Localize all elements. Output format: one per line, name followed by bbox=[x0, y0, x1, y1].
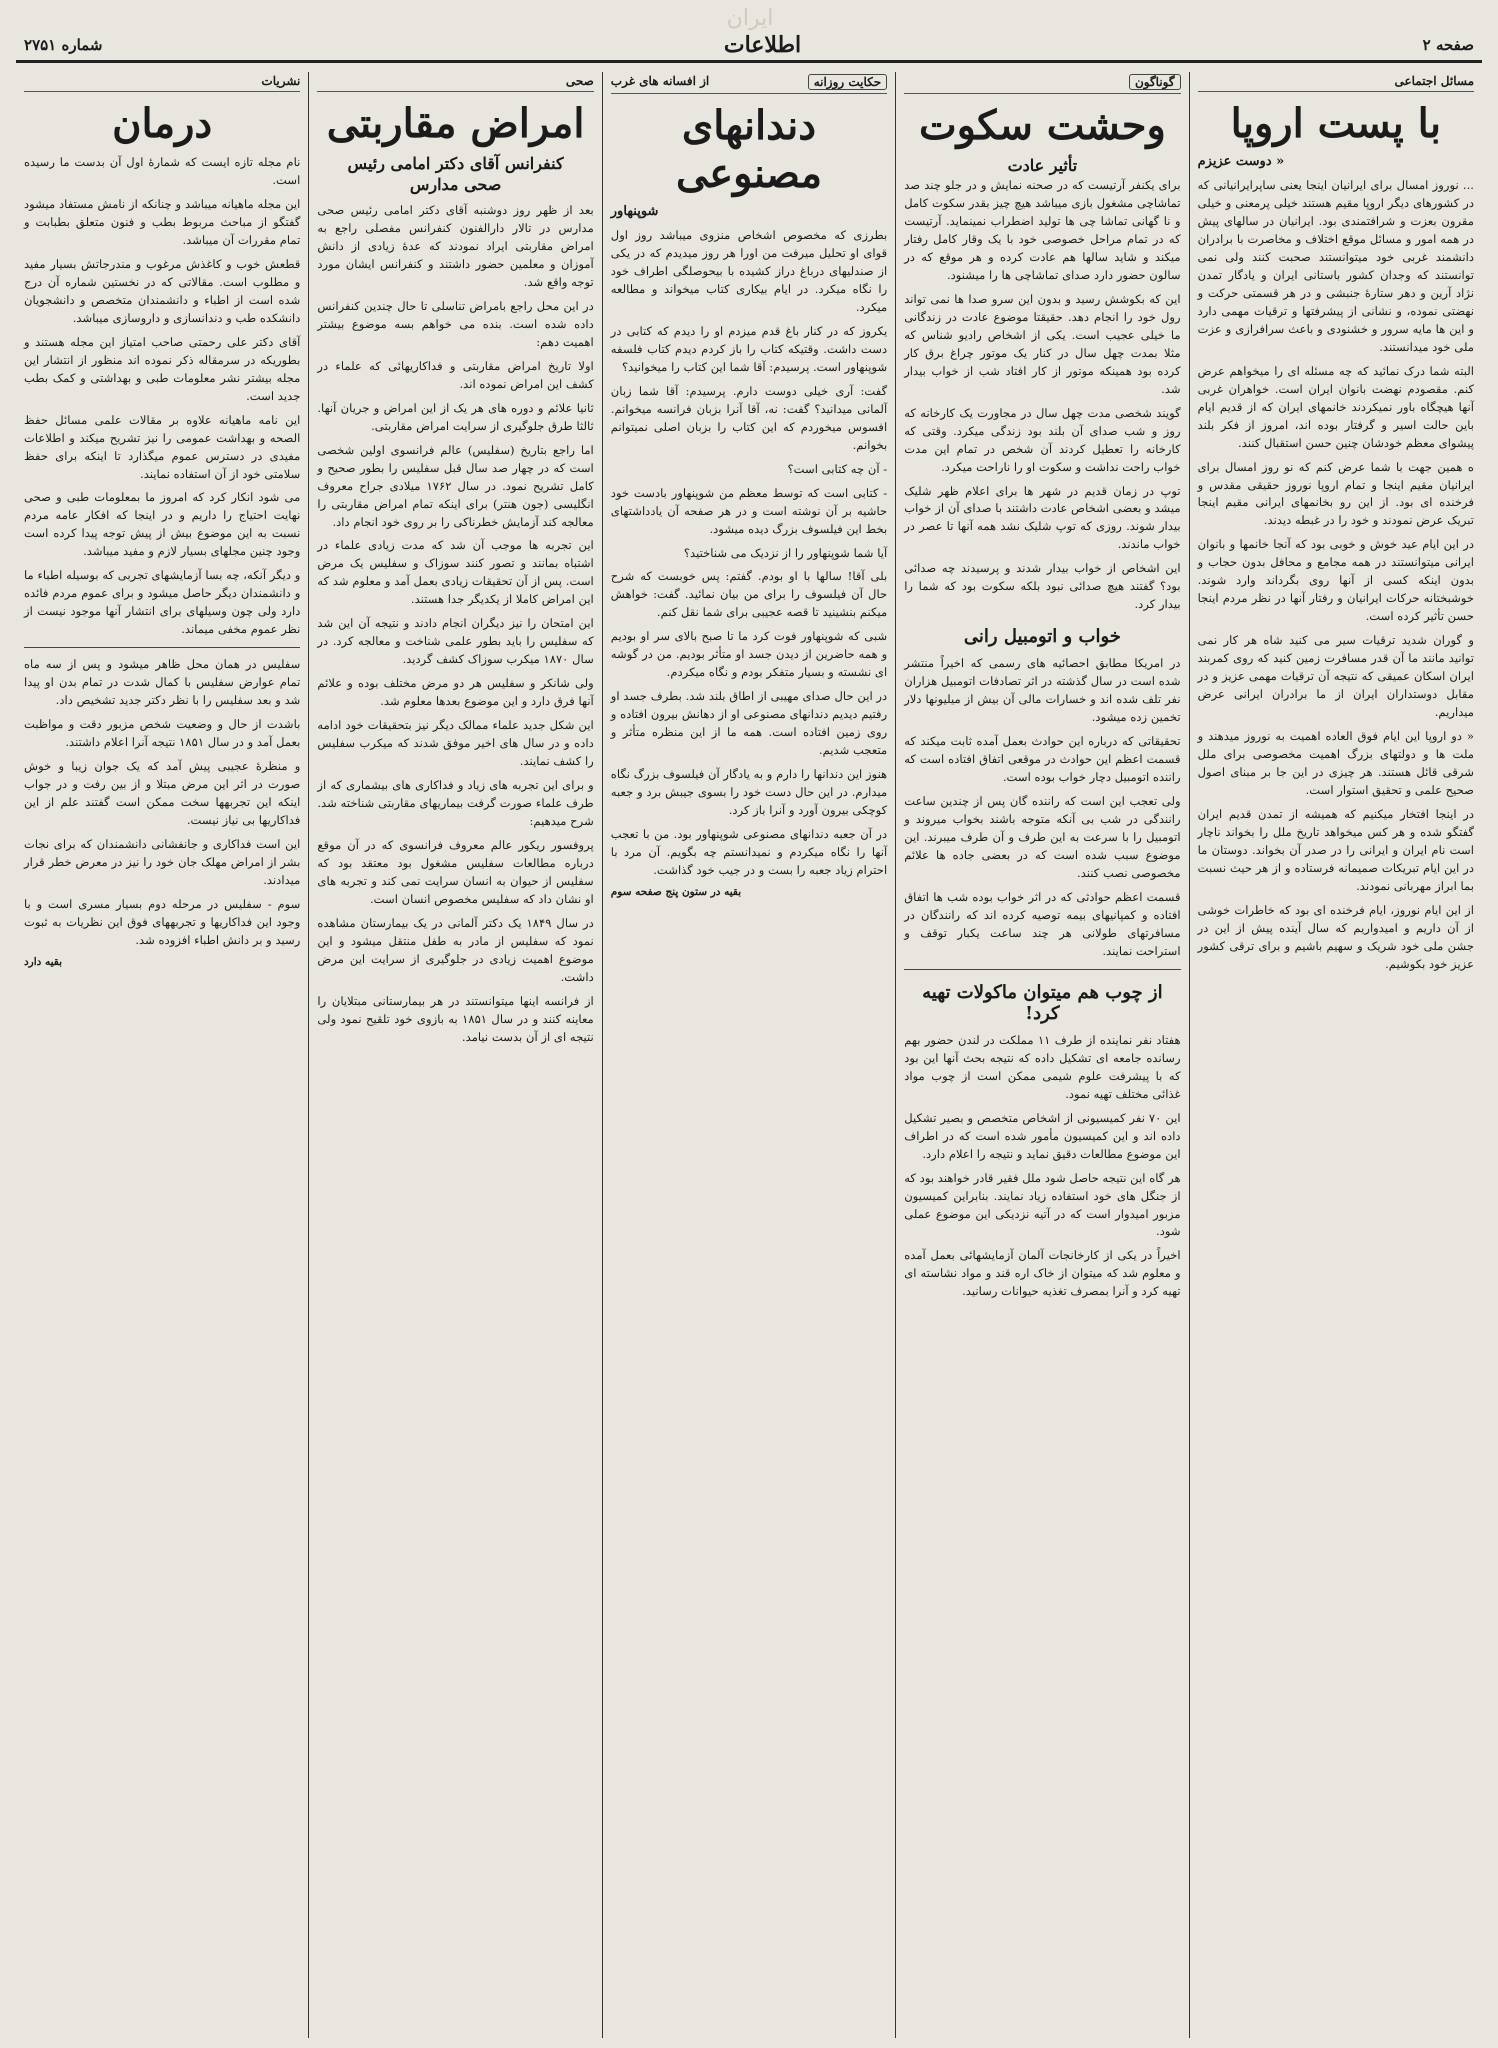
paragraph: اما راجع بتاریخ (سفلیس) عالم فرانسوی اولین شخصی است که در چهار صد سال قبل سفلیس را بطور صحیح و کامل تشریح نمود. در سال ۱۷۶۲ میلادی جراح معروف انگلیسی (جون هنتر) برای اینکه تمام امراض مقاربتی را معالجه کند آزمایش خطرناکی را بر روی خود انجام داد. bbox=[317, 442, 594, 529]
paper-name: اطلاعات bbox=[723, 32, 802, 58]
paragraph: و منظرهٔ عجیبی پیش آمد که یک جوان زیبا و خوش صورت در اثر این مرض مبتلا و از بین رفت و در جواب اینکه این تجربهها سخت ممکن است گفتند علم از این فداکاریها بی نیاز نیست. bbox=[23, 759, 301, 827]
paragraph: از این ایام نوروز، ایام فرخنده ای بود که خاطرات خوشی از آن داریم و امیدواریم که سال آینده پیش از این در جشن ملی خود شریک و سهیم باشیم و برای ترقی کشور عزیز خود بکوشیم. bbox=[1197, 902, 1474, 971]
paragraph: توپ در زمان قدیم در شهر ها برای اعلام ظهر شلیک میشد و بعضی اشخاص عادت داشتند با صدای آن از خواب بیدار شوند. روزی که توپ شلیک نشد همه آنها تا عصر در خواب ماندند. bbox=[904, 483, 1181, 552]
paragraph: این امتحان را نیز دیگران انجام دادند و نتیجه آن این شد که سفلیس را باید بطور علمی شناخت و معالجه کرد. در سال ۱۸۷۰ میکرب سوزاک کشف گردید. bbox=[317, 616, 594, 667]
continuation-note: بقیه در ستون پنج صفحه سوم bbox=[610, 885, 742, 898]
paragraph: در این ایام عید خوش و خوبی بود که آنجا خانمها و بانوان ایرانی میتوانستند در همه مجامع و محافل بدون حجاب و بدون اینکه کسی از آنها روی بگرداند وارد شوند. خوشبختانه حرکات ایرانیان و رفتار آنها در نظر مردم اینجا حسن تأثیر کرده است. bbox=[1197, 537, 1474, 624]
article-headline: درمان bbox=[112, 100, 213, 147]
paragraph: اولا تاریخ امراض مقاربتی و فداکاریهائی که علماء در کشف این امراض نموده اند. bbox=[317, 358, 594, 391]
column-fear-of-silence bbox=[895, 72, 1188, 2038]
paragraph: برای یکنفر آرتیست که در صحنه نمایش و در جلو چند صد تماشاچی مشغول بازی میباشد هیچ چیز بقدر سکوت کامل و نا گهانی تماشا چی ها تولید اضطراب نمینماید. آرتیست که در تمام مراحل خصوصی خود با یک وقار کامل رفتار میکند و شاید سالها هم عادت کرده و هر موقع که در سالون حضور دارد صدای تماشاچی ها را میشنود. bbox=[904, 178, 1181, 282]
paragraph: البته شما درک نمائید که چه مسئله ای را میخواهم عرض کنم. مقصودم نهضت بانوان ایران است. خواهران غربی آنها هیچگاه باور نمیکردند خانمهای ایران که از قدیم ایام باین حالت اسیر و گرفتار بوده اند، امروز از فکر بلند پیشوای معظم خودشان چنین حسن استقبال کنند. bbox=[1197, 363, 1474, 450]
article-body bbox=[24, 154, 300, 950]
rubric-label: گوناگون bbox=[1129, 74, 1181, 90]
paragraph: اخیراً در یکی از کارخانجات آلمان آزمایشهائی بعمل آمده و معلوم شد که میتوان از خاک اره قند و مواد نشاسته ای تهیه کرد و آنرا بمصرف تغذیه حیوانات رسانید. bbox=[904, 1248, 1181, 1299]
paragraph: قطعش خوب و کاغذش مرغوب و مندرجاتش بسیار مفید و مطلوب است. مقالاتی که در نخستین شماره آن درج شده است از اطباء و دانشمندان متخصص و دانشجویان دانشکده طب و دندانسازی و داروسازی میباشد. bbox=[23, 256, 301, 325]
paragraph: در اینجا افتخار میکنیم که همیشه از تمدن قدیم ایران گفتگو شده و هر کس میخواهد تاریخ ملل را بخواند ناچار است نام ایران و ایرانی را در صدر آن بخواند. دوستان ما در این ایام تبریکات صمیمانه فرستاده و از هر حیث نسبت بما ابراز مهربانی نمودند. bbox=[1197, 806, 1474, 893]
column-europe-post bbox=[1189, 72, 1482, 2038]
rubric bbox=[1198, 72, 1474, 92]
paragraph: ه همین جهت با شما عرض کنم که نو روز امسال برای ایرانیان مقیم اینجا و تمام اروپا نوروز حقیقی مقدس و فرخنده ای بود. از این رو بخانمهای ایرانی مقیم اینجا تبریک عرض نمودند و خود را در غبطه دیدند. bbox=[1197, 459, 1474, 528]
paragraph: آقای دکتر علی رحمتی صاحب امتیاز این مجله هستند و بطوریکه در سرمقاله ذکر نموده اند منظور از انتشار این مجله بیشتر نشر معلومات طبی و بهداشتی و کمک بطب جدید است. bbox=[23, 334, 301, 403]
paragraph: ولی تعجب این است که راننده گان پس از چندین ساعت رانندگی در شب بی آنکه متوجه باشند بخواب میروند و اتومبیل را با سرعت به این طرف و آن طرف میبرند. این موضوع سبب شده است که در بعضی جاده ها علائم مخصوصی نصب کنند. bbox=[904, 794, 1181, 880]
paragraph: این است فداکاری و جانفشانی دانشمندان که برای نجات بشر از امراض مهلک جان خود را نیز در معرض خطر قرار میدادند. bbox=[23, 836, 301, 887]
paragraph: این ۷۰ نفر کمیسیونی از اشخاص متخصص و بصیر تشکیل داده اند و این کمیسیون مأمور شده است که در اطراف این موضوع مطالعات دقیق نماید و نتیجه را اعلام دارد. bbox=[904, 1110, 1181, 1161]
paragraph: پروفسور ریکور عالم معروف فرانسوی که در آن موقع درباره مطالعات سفلیس مشغول بود معتقد بود که سفلیس از حیوان به انسان سرایت نمی کند و تجربه های او نشان داد که سفلیس مخصوص انسان است. bbox=[317, 838, 594, 906]
article-body bbox=[1198, 177, 1474, 974]
paragraph: در این حال صدای مهیبی از اطاق بلند شد. بطرف جسد او رفتیم دیدیم دندانهای مصنوعی او از دهانش بیرون افتاده و روی زمین افتاده است. همه ما از این منظره متأثر و متعجب شدیم. bbox=[610, 689, 888, 758]
article-headline: با پست اروپا bbox=[1230, 100, 1441, 147]
paragraph: هفتاد نفر نماینده از طرف ۱۱ مملکت در لندن حضور بهم رسانده جامعه ای تشکیل داده که نتیجه بحث آنها این بود که با پیشرفت علوم شیمی ممکن است از چوب مواد غذائی مختلف تهیه نمود. bbox=[904, 1032, 1181, 1101]
rubric bbox=[904, 72, 1180, 94]
paragraph: این تجربه ها موجب آن شد که مدت زیادی علماء در اشتباه بمانند و تصور کنند سوزاک و سفلیس یک مرض است. پس از آن تحقیقات زیادی بعمل آمد و معلوم شد که این امراض کاملا از یکدیگر جدا هستند. bbox=[317, 538, 594, 607]
paragraph: « دو اروپا این ایام فوق العاده اهمیت به نوروز میدهند و ملت ها و دولتهای بزرگ اهمیت مخصوصی برای ملل شرقی قائل هستند. هر چیزی در این جا بر مبنای اصول صحیح علمی و تحقیق استوار است. bbox=[1197, 729, 1474, 797]
paragraph: ثانیا علائم و دوره های هر یک از این امراض و جریان آنها. ثالثا طرق جلوگیری از سرایت امراض مقاربتی. bbox=[317, 400, 594, 433]
article-headline: دندانهای مصنوعی bbox=[675, 102, 823, 197]
paragraph: در سال ۱۸۴۹ یک دکتر آلمانی در یک بیمارستان مشاهده نمود که سفلیس از مادر به طفل منتقل میشود و این موضوع اهمیت زیادی در جلوگیری از سرایت این مرض داشت. bbox=[317, 915, 594, 984]
paragraph: شبی که شوپنهاور فوت کرد ما تا صبح بالای سر او بودیم و همه حاضرین از دیدن جسد او متأثر بودیم. من در گوشه ای نشسته و بسیار متفکر بودم و نگاه میکردم. bbox=[610, 629, 888, 680]
paragraph: هر گاه این نتیجه حاصل شود ملل فقیر قادر خواهند بود که از جنگل های خود استفاده زیاد نمایند. بنابراین کمیسیون مزبور امیدوار است که در آتیه نزدیکی این موضوع عملی شود. bbox=[904, 1170, 1181, 1239]
article-byline: « دوست عزیزم bbox=[1197, 154, 1285, 169]
paragraph: تحقیقاتی که درباره این حوادث بعمل آمده ثابت میکند که قسمت اعظم این حوادث در موقعی اتفاق افتاده است که راننده اتومبیل دچار خواب بوده است. bbox=[904, 734, 1181, 785]
paragraph: بلی آقا! سالها با او بودم. گفتم: پس خوبست که شرح حال آن فیلسوف را برای من بیان نمائید. گفت: خواهش میکنم بنشینید تا قصه عجیبی برای شما نقل کنم. bbox=[610, 569, 888, 620]
article-headline: وحشت سکوت bbox=[918, 102, 1166, 149]
paragraph: نام مجله تازه ایست که شمارهٔ اول آن بدست ما رسیده است. bbox=[23, 155, 301, 187]
paragraph: در این محل راجع بامراض تناسلی تا حال چندین کنفرانس داده شده است. بنده می خواهم بسه موضوع بیشتر اهمیت دهم: bbox=[317, 298, 594, 349]
section-heading: از چوب هم میتوان ماکولات تهیه کرد! bbox=[922, 981, 1163, 1024]
masthead bbox=[16, 30, 1482, 63]
article-byline: شوپنهاور bbox=[610, 204, 659, 219]
column-venereal-diseases bbox=[308, 72, 601, 2038]
paragraph: این نامه ماهیانه علاوه بر مقالات علمی مسائل حفظ الصحه و بهداشت عمومی را نیز تشریح میکند و اطلاعات مفیدی در دسترس عموم میگذارد تا اینکه برای حفظ سلامتی خود از آن استفاده نمایند. bbox=[23, 412, 301, 481]
rubric bbox=[317, 72, 593, 92]
paragraph: سوم - سفلیس در مرحله دوم بسیار مسری است و با وجود این فداکاریها و تجربههای فوق این نظریات به ثبوت رسید و بر دانش اطباء افزوده شد. bbox=[23, 896, 301, 947]
paragraph: و برای این تجربه های زیاد و فداکاری های بیشماری که از طرف علماء صورت گرفت بیماریهای مقاربتی شناخته شد. شرح میدهیم: bbox=[317, 778, 594, 829]
article-subhead-2: صحی مدارس bbox=[409, 175, 502, 194]
article-body bbox=[904, 177, 1180, 614]
issue-number: شماره ۲۷۵۱ bbox=[24, 36, 103, 54]
paragraph: و گوران شدید ترقیات سیر می کنید شاه هر کار نمی توانید مانند ما آن قدر مسافرت زمین کنید که روی کمربند ایران اسکان عمیقی که نتیجه آن ترقیات مهمی عزیز و در مقابل دوستداران ایران از ما برادران ایرانی عرض میداریم. bbox=[1197, 633, 1474, 720]
column-darman-notice bbox=[16, 72, 308, 2038]
paragraph: این اشخاص از خواب بیدار شدند و پرسیدند چه صدائی بود؟ گفتند هیچ صدائی نبود بلکه سکوت بود که شما را بیدار کرد. bbox=[904, 561, 1181, 612]
paragraph: سفلیس در همان محل ظاهر میشود و پس از سه ماه تمام عوارض سفلیس با کمال شدت در تمام بدن او پیدا شد و بعد سفلیس را با نظر دکتر جدید تشخیص داد. bbox=[23, 657, 301, 708]
paragraph: باشدت از حال و وضعیت شخص مزبور دقت و مواظبت بعمل آمد و در سال ۱۸۵۱ نتیجه آنرا اعلام داشتند. bbox=[23, 717, 301, 750]
section-heading: خواب و اتومبیل رانی bbox=[963, 626, 1121, 648]
paragraph: در آن جعبه دندانهای مصنوعی شوپنهاور بود. من با تعجب آنها را نگاه میکردم و نمیدانستم چه بگویم. آن مرد با احترام زیاد جعبه را بست و در جیب خود گذاشت. bbox=[610, 827, 888, 877]
paragraph: این که بکوشش رسید و بدون این سرو صدا ها نمی تواند رول خود را انجام دهد. حقیقتا موضوع عادت در زندگانی ما خیلی عجیب است. یکی از اشخاص رادیو شناس که مثلا بمدت چهل سال در کنار یک موتور چراغ برق کار کرده بود همینکه موتور از کار افتاد شب از خواب بیدار شد. bbox=[904, 291, 1181, 396]
paragraph: گویند شخصی مدت چهل سال در مجاورت یک کارخانه که روز و شب صدای آن بلند بود زندگی میکرد. وقتی که کارخانه را تعطیل کردند آن شخص در تمام این مدت خواب راحت نداشت و سکوت او را ناراحت میکرد. bbox=[904, 405, 1181, 474]
paragraph: آیا شما شوپنهاور را از نزدیک می شناختید؟ bbox=[683, 545, 888, 560]
section-body bbox=[904, 1032, 1180, 1302]
page-number: صفحه ۲ bbox=[1422, 36, 1474, 54]
section-body bbox=[904, 655, 1180, 961]
paragraph: هنوز این دندانها را دارم و به یادگار آن فیلسوف بزرگ نگاه میدارم. در این حال دست خود را بسوی جیبش برد و جعبه کوچکی بیرون آورد و آنرا باز کرد. bbox=[610, 767, 888, 818]
paragraph: بعد از ظهر روز دوشنبه آقای دکتر امامی رئیس صحی مدارس در تالار دارالفنون کنفرانس مفصلی راجع به امراض مقاربتی ایراد نمودند که عدهٔ زیادی از دانش آموزان و معلمین حضور داشتند و کنفرانس ایشان مورد توجه واقع شد. bbox=[317, 203, 594, 289]
article-body bbox=[611, 227, 887, 880]
rubric-label-secondary: از افسانه های غرب bbox=[610, 74, 710, 88]
paragraph: یکروز که در کنار باغ قدم میزدم او را دیدم که کتابی در دست داشت. وقتیکه کتاب را باز کردم دیدم کتاب فلسفه شوپنهاور است. پرسیدم: آقا شما این کتاب را میخوانید؟ bbox=[610, 323, 888, 374]
paragraph: در امریکا مطابق احصائیه های رسمی که اخیراً منتشر شده است در سال گذشته در اثر تصادفات اتومبیل هزاران نفر تلف شده اند و خسارات مالی آن بیش از میلیونها دلار تخمین زده میشود. bbox=[904, 656, 1181, 725]
rubric-label: مسائل اجتماعی bbox=[1394, 74, 1474, 88]
article-body bbox=[317, 202, 593, 1047]
paragraph: ... نوروز امسال برای ایرانیان اینجا یعنی ساپرایرانیانی که در کشورهای دیگر اروپا مقیم هستند خیلی پرمعنی و خیلی مقرون بعزت و شرافتمندی بود. ایرانیان در سالهای پیش در همه امور و مسائل موقع اختلاف و مخاصرت با برادران دانشمند غربی خود میتوانستند صحبت کنند ولی نمی توانستند که وجدان کشور باستانی ایران و یادگار تمدن نژاد آرین و دهر ستارهٔ جنبشی و در هر قسمتی حرکت و نهضتی نموده، و نشانی از پیشرفتها و ترقیات مهمی دارد و این ها مایه سرور و خشنودی و باعث سرافرازی و عزت ملی خود میدانستند. bbox=[1197, 178, 1474, 354]
divider bbox=[24, 647, 300, 648]
paragraph: - آن چه کتابی است؟ bbox=[787, 461, 888, 476]
paragraph: و دیگر آنکه، چه بسا آزمایشهای تجربی که بوسیله اطباء ما و دانشمندان دیگر حاصل میشود و برای عموم مردم فائده دارد ولی چون وسیلهای برای انتشار آنها موجود نیست از نظر عموم مخفی میماند. bbox=[23, 568, 301, 637]
article-headline: امراض مقاربتی bbox=[326, 100, 585, 147]
article-subhead: تأثیر عادت bbox=[1007, 156, 1078, 175]
rubric-label: صحی bbox=[565, 74, 594, 88]
paragraph: از فرانسه اینها میتوانستند در هر بیمارستانی مبتلایان را معاینه کنند و در سال ۱۸۵۱ به بازوی خود تلقیح نمود ولی نتیجه ای از آن بدست نیامد. bbox=[317, 993, 594, 1044]
paragraph: ولی شانکر و سفلیس هر دو مرض مختلف بوده و علائم آنها فرق دارد و این موضوع بعدها معلوم شد. bbox=[317, 676, 594, 709]
rubric-label: حکایت روزانه bbox=[808, 74, 888, 90]
rubric-label: نشریات bbox=[261, 74, 301, 88]
divider bbox=[904, 969, 1180, 970]
column-artificial-teeth bbox=[602, 72, 895, 2038]
paragraph: - کتابی است که توسط معظم من شوپنهاور بادست خود حاشیه بر آن نوشته است و در هر صفحه آن یادداشتهای بخط این فیلسوف بزرگ دیده میشود. bbox=[610, 485, 888, 536]
rubric bbox=[611, 72, 887, 94]
rubric bbox=[24, 72, 300, 92]
paragraph: این مجله ماهیانه میباشد و چنانکه از نامش مستفاد میشود گفتگو از مباحث مربوط بطب و فنون متعلق بطبابت و تمام مقررات آن میباشد. bbox=[23, 196, 301, 247]
paragraph: می شود انکار کرد که امروز ما بمعلومات طبی و صحی نهایت احتیاج را داریم و در اینجا که افکار عامه مردم نسبت به این موضوع بیش از پیش توجه پیدا کرده است وجود چنین مجلهای بسیار لازم و مفید میباشد. bbox=[23, 490, 301, 559]
paragraph: این شکل جدید علماء ممالک دیگر نیز بتحقیقات خود ادامه داده و در سال های اخیر موفق شدند که میکرب سفلیس را کشف نمایند. bbox=[317, 718, 594, 769]
paragraph: گفت: آری خیلی دوست دارم. پرسیدم: آقا شما زبان آلمانی میدانید؟ گفت: نه، آقا آنرا بزبان فرانسه میخوانم. افسوس میخوردم که این کتاب را بزبان اصلی نمیتوانم بخوانم. bbox=[610, 383, 888, 452]
faint-watermark: ایران bbox=[726, 6, 774, 31]
article-subhead: کنفرانس آقای دکتر امامی رئیس bbox=[347, 154, 564, 173]
continuation-note: بقیه دارد bbox=[23, 955, 62, 968]
paragraph: بطرزی که مخصوص اشخاص منزوی میباشد روز اول قوای او تحلیل میرفت من اورا هر روز میدیدم که در یکی از صندلیهای درباغ دراز کشیده با بیحوصلگی اطراف خود را نگاه میکرد. در ایام بیکاری کتاب میخواند و مطالعه میکرد. bbox=[610, 228, 888, 314]
article-columns bbox=[16, 72, 1482, 2038]
paragraph: قسمت اعظم حوادثی که در اثر خواب بوده شب ها اتفاق افتاده و کمپانیهای بیمه توصیه کرده اند که رانندگان در مسافرتهای طولانی هر چند ساعت یکبار توقف و استراحت نمایند. bbox=[904, 889, 1181, 958]
